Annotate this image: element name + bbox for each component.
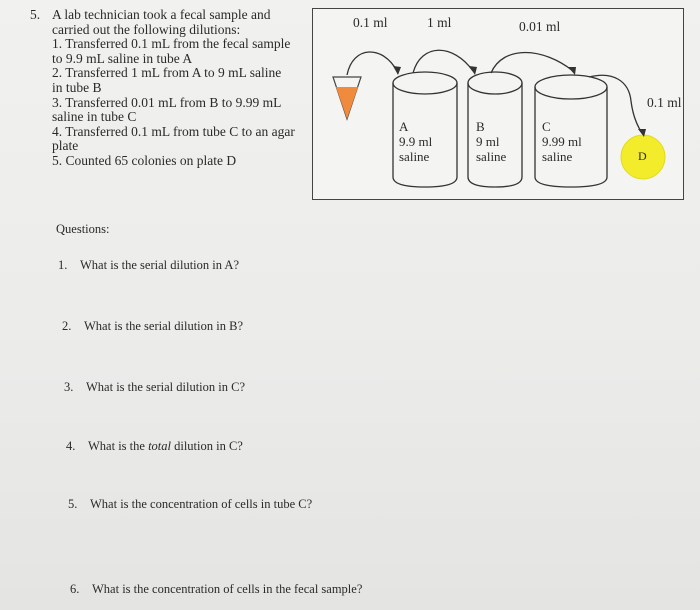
transfer-arrow-a-to-b xyxy=(413,50,473,73)
question-text: What is the serial dilution in A? xyxy=(80,258,239,272)
problem-line: to 9.9 mL saline in tube A xyxy=(52,50,193,66)
question-number: 2. xyxy=(62,319,72,333)
question-text: What is the serial dilution in B? xyxy=(84,319,243,333)
question-text: What is the concentration of cells in tube C? xyxy=(90,497,313,511)
transfer-label-b-to-c: 0.01 ml xyxy=(519,19,561,34)
tube-a-label xyxy=(399,119,432,164)
tube-b-liquid: saline xyxy=(476,149,507,164)
question-number: 5. xyxy=(68,497,78,511)
problem-line: saline in tube C xyxy=(52,109,137,125)
questions-header: Questions: xyxy=(56,222,110,236)
question-4 xyxy=(66,439,243,454)
transfer-arrow-c-to-d xyxy=(589,75,642,133)
dilution-diagram xyxy=(312,8,684,200)
question-number: 4. xyxy=(66,439,76,453)
question-text-pre: What is the xyxy=(88,439,149,453)
problem-line: carried out the following dilutions: xyxy=(52,21,241,37)
problem-line: 5. Counted 65 colonies on plate D xyxy=(52,152,237,168)
arrow-head xyxy=(469,66,477,75)
tube-c-volume: 9.99 ml xyxy=(542,134,582,149)
problem-line: 3. Transferred 0.01 mL from B to 9.99 mL xyxy=(52,94,282,110)
problem-line: 2. Transferred 1 mL from A to 9 mL saline xyxy=(52,65,282,81)
question-text-emphasis: total xyxy=(148,439,171,453)
question-3 xyxy=(64,380,245,395)
question-number: 6. xyxy=(70,582,80,596)
plate-d-label: D xyxy=(638,149,647,163)
question-number: 1. xyxy=(58,258,68,272)
tube-b-label xyxy=(476,119,506,164)
question-text: What is the concentration of cells in the fecal sample? xyxy=(92,582,363,596)
dilution-diagram-drawing xyxy=(313,9,683,199)
tube-b-rim xyxy=(468,72,522,94)
tube-a-liquid: saline xyxy=(399,149,430,164)
tube-c-rim xyxy=(535,75,607,99)
question-6 xyxy=(70,582,362,597)
tube-a-letter: A xyxy=(399,119,409,134)
question-text: What is the serial dilution in C? xyxy=(86,380,245,394)
problem-line: in tube B xyxy=(52,79,102,95)
tube-a-rim xyxy=(393,72,457,94)
question-number: 3. xyxy=(64,380,74,394)
problem-number: 5. xyxy=(30,7,41,22)
transfer-arrow-b-to-c xyxy=(491,53,573,74)
tube-b-letter: B xyxy=(476,119,485,134)
question-text-post: dilution in C? xyxy=(170,439,243,453)
problem-line: plate xyxy=(52,138,79,154)
arrow-head xyxy=(568,67,576,75)
problem-line: 1. Transferred 0.1 mL from the fecal sample xyxy=(52,36,291,52)
tube-c-label xyxy=(542,119,582,164)
tube-c-liquid: saline xyxy=(542,149,573,164)
question-5 xyxy=(68,497,312,512)
question-2 xyxy=(62,319,243,334)
tube-c-letter: C xyxy=(542,119,551,134)
problem-line: A lab technician took a fecal sample and xyxy=(52,7,271,22)
transfer-arrow-sample-to-a xyxy=(347,52,397,75)
transfer-label-a-to-b: 1 ml xyxy=(427,15,452,30)
problem-line: 4. Transferred 0.1 mL from tube C to an agar xyxy=(52,123,295,139)
transfer-label-sample-to-a: 0.1 ml xyxy=(353,15,388,30)
sample-liquid xyxy=(336,87,358,119)
tube-a-volume: 9.9 ml xyxy=(399,134,433,149)
transfer-label-c-to-d: 0.1 ml xyxy=(647,95,682,110)
problem-statement xyxy=(30,8,310,169)
question-1 xyxy=(58,258,239,273)
arrow-head xyxy=(393,66,401,75)
tube-b-volume: 9 ml xyxy=(476,134,500,149)
